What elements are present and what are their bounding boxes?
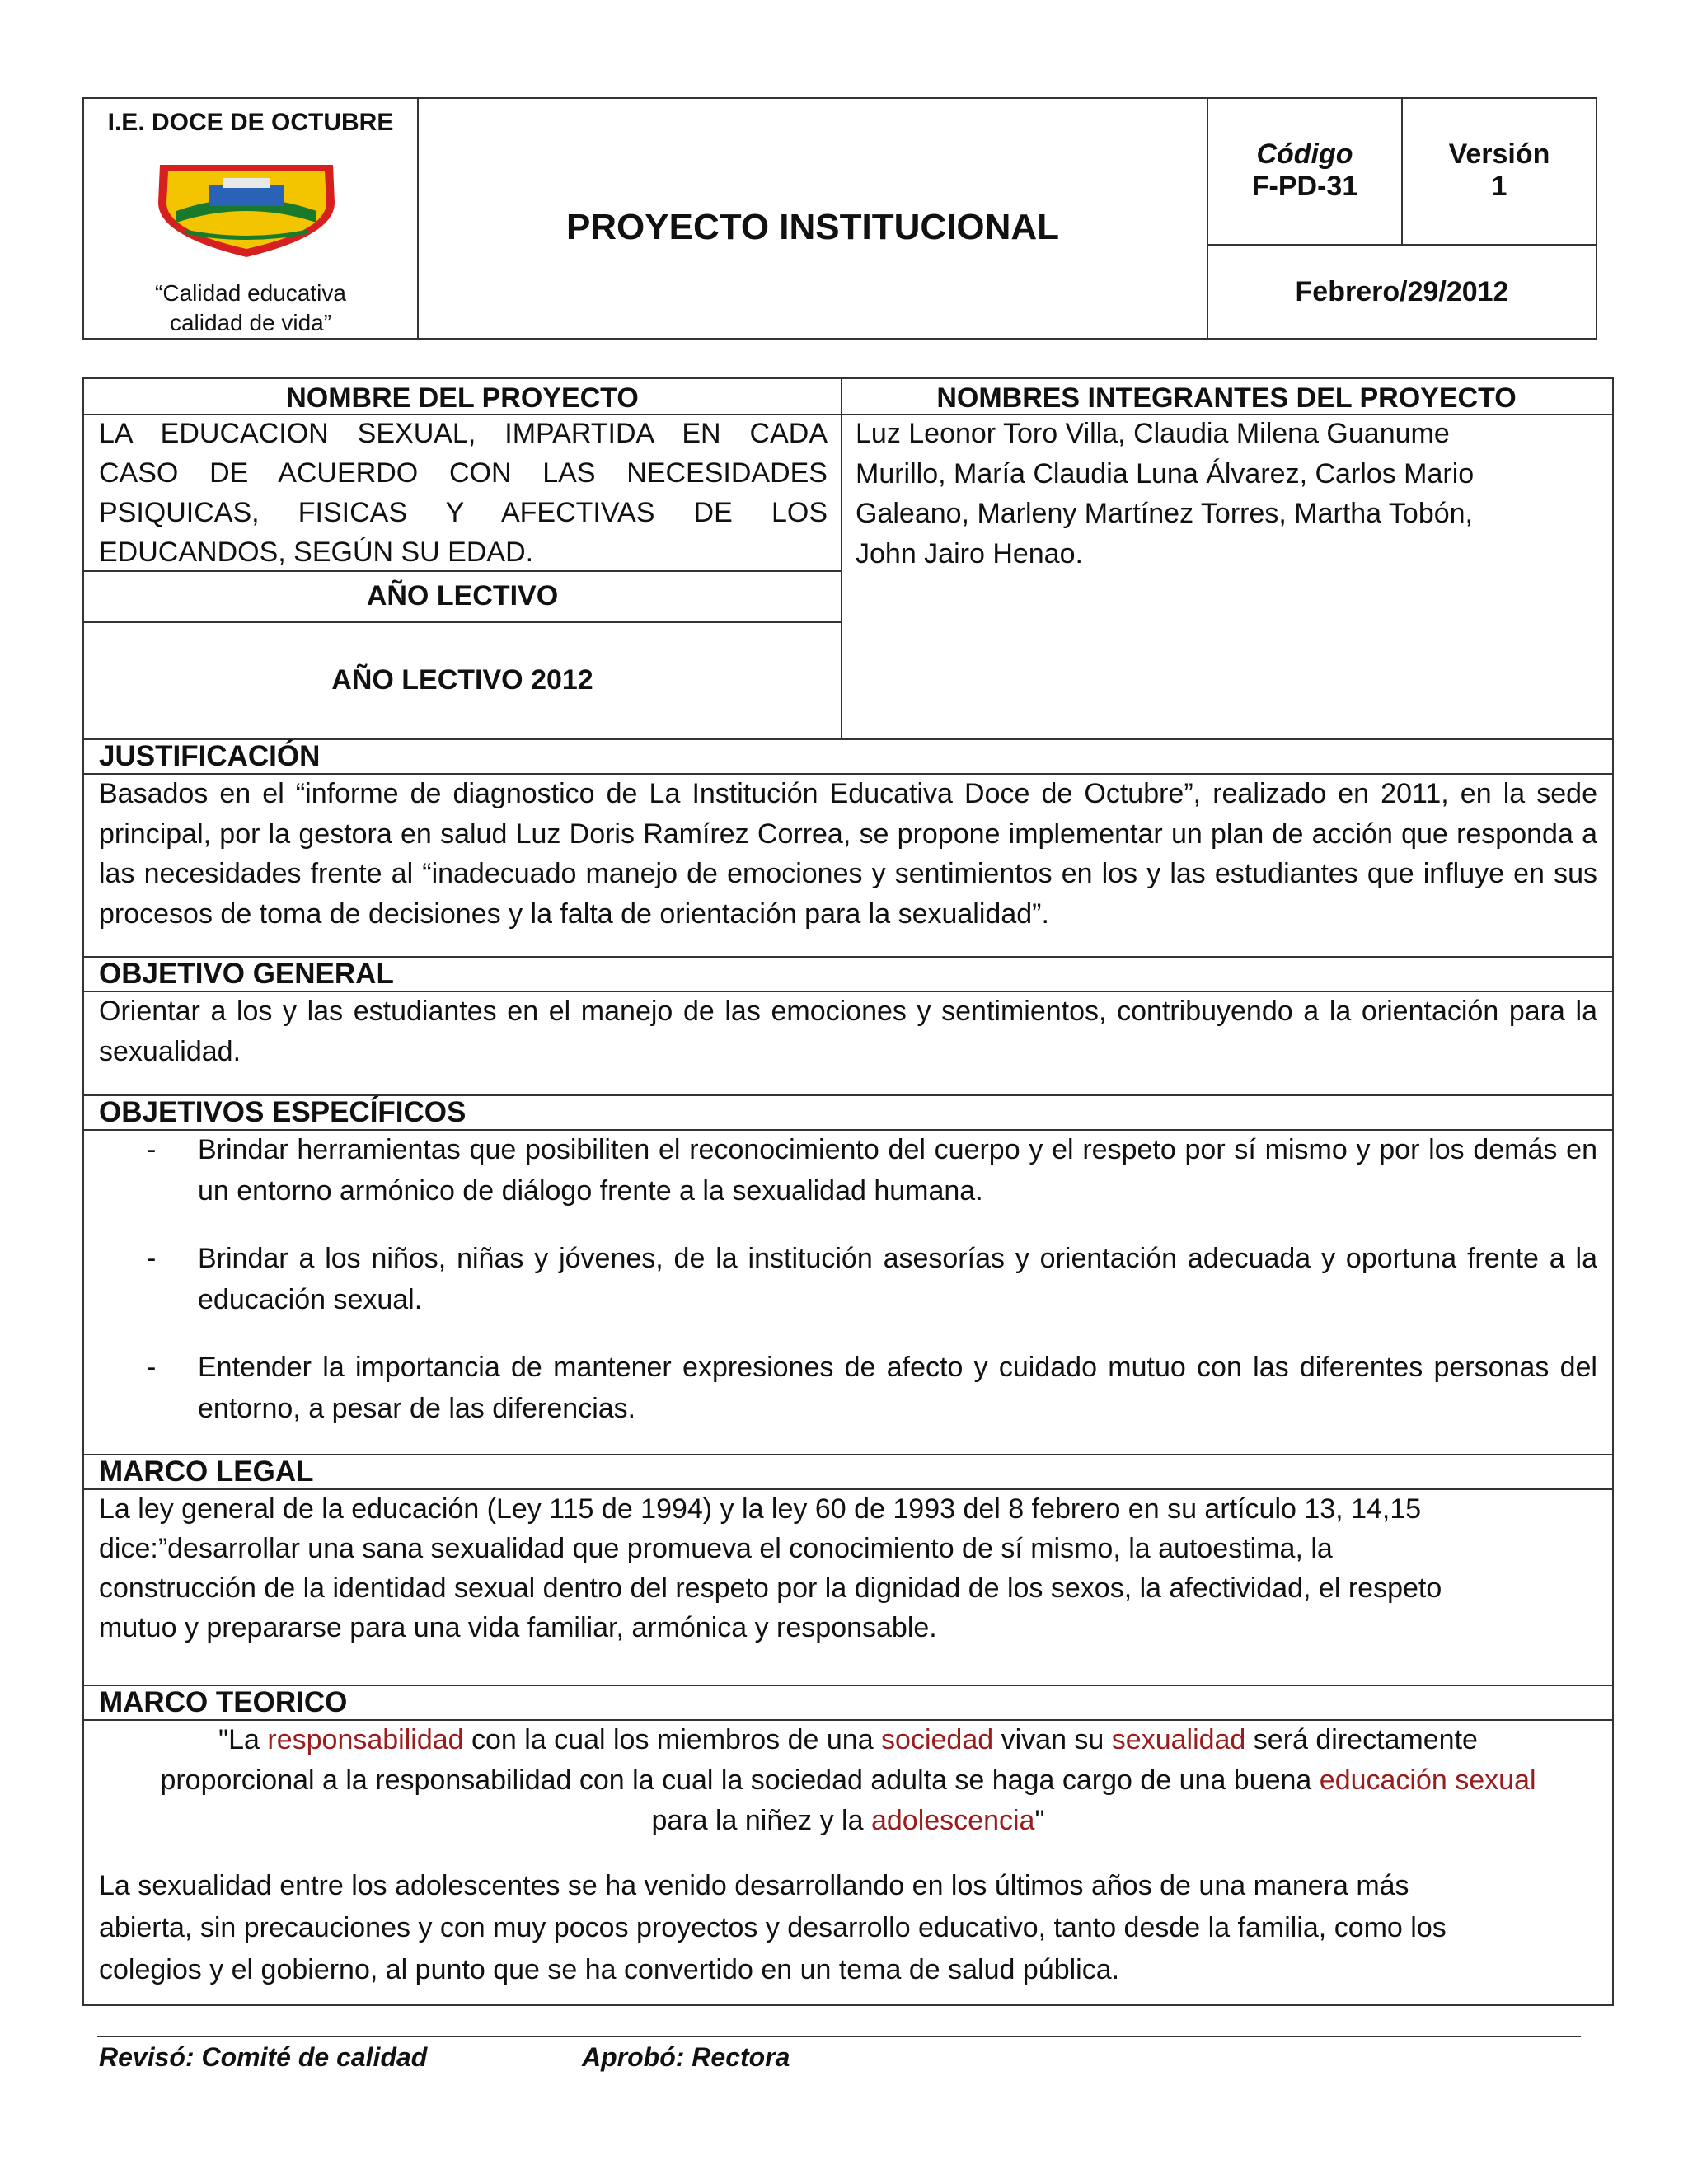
project-name-line-1: LA EDUCACION SEXUAL, IMPARTIDA EN CADA <box>99 418 828 449</box>
quote-text: para la niñez y la <box>651 1805 871 1836</box>
marco-legal-line-4: mutuo y prepararse para una vida familiar, armónica y responsable. <box>99 1612 937 1643</box>
marco-legal-title: MARCO LEGAL <box>99 1455 314 1488</box>
quote-text: con la cual los miembros de una <box>463 1724 882 1755</box>
footer-aprobo: Aprobó: Rectora <box>582 2042 790 2072</box>
project-name-line-4: EDUCANDOS, SEGÚN SU EDAD. <box>99 537 534 568</box>
version-value: 1 <box>1491 171 1507 202</box>
objetivo-especifico-3: Entender la importancia de mantener expresiones de afecto y cuidado mutuo con las diferentes personas del entorno, a pesar de las diferencias. <box>198 1352 1597 1424</box>
project-members-header: NOMBRES INTEGRANTES DEL PROYECTO <box>936 382 1517 414</box>
version-label: Versión <box>1448 138 1550 170</box>
objetivo-especifico-1: Brindar herramientas que posibiliten el reconocimiento del cuerpo y el respeto por sí mismo y por los demás en un entorno armónico de diálogo frente a la sexualidad humana. <box>198 1134 1597 1207</box>
quote-line-1 <box>84 1720 1612 1760</box>
quote-text: " <box>1034 1805 1045 1836</box>
marco-teorico-line-2: abierta, sin precauciones y con muy pocos proyectos y desarrollo educativo, tanto desde la familia, como los <box>99 1912 1447 1943</box>
codigo-label: Código <box>1256 138 1353 170</box>
quote-line-3 <box>84 1801 1612 1841</box>
marco-legal-line-2: dice:”desarrollar una sana sexualidad que promueva el conocimiento de sí mismo, la autoestima, la <box>99 1533 1333 1564</box>
version-box <box>1403 99 1596 246</box>
year-header: AÑO LECTIVO <box>366 580 559 612</box>
codigo-box <box>1208 99 1403 246</box>
project-name-line-3: PSIQUICAS, FISICAS Y AFECTIVAS DE LOS <box>99 497 828 528</box>
objetivo-general-title: OBJETIVO GENERAL <box>99 958 394 990</box>
marco-teorico-title: MARCO TEORICO <box>99 1686 348 1718</box>
justificacion-title: JUSTIFICACIÓN <box>99 740 321 772</box>
project-name-line-2: CASO DE ACUERDO CON LAS NECESIDADES <box>99 457 828 489</box>
header-table <box>82 97 1597 340</box>
title-cell <box>419 99 1208 338</box>
institution-cell <box>84 99 419 338</box>
justificacion-text: Basados en el “informe de diagnostico de La Institución Educativa Doce de Octubre”, realizado en 2011, en la sede principal, por la gestora en salud Luz Doris Ramírez Correa, se propone implementar un plan de acción que responda a las necesidades frente al “inadecuado manejo de emociones y sentimientos en los y las estudiantes que influye en sus procesos de toma de decisiones y la falta de orientación para la sexualidad”. <box>99 778 1597 930</box>
bullet-dash: - <box>147 1352 157 1383</box>
quote-line-2 <box>84 1760 1612 1801</box>
motto-line-1: “Calidad educativa <box>155 280 346 306</box>
project-frame <box>82 377 1614 2006</box>
institution-logo <box>152 153 341 260</box>
quote-text: será directamente <box>1245 1724 1478 1755</box>
marco-legal-line-3: construcción de la identidad sexual dentro del respeto por la dignidad de los sexos, la afectividad, el respeto <box>99 1572 1442 1604</box>
page-title: PROYECTO INSTITUCIONAL <box>565 207 1060 247</box>
institution-motto <box>84 279 417 338</box>
link-sexualidad[interactable]: sexualidad <box>1111 1724 1246 1755</box>
link-sociedad[interactable]: sociedad <box>881 1724 994 1755</box>
quote-text: "La <box>218 1724 268 1755</box>
footer-reviso: Revisó: Comité de calidad <box>99 2042 428 2072</box>
objetivos-especificos-title: OBJETIVOS ESPECÍFICOS <box>99 1096 467 1128</box>
quote-text: vivan su <box>993 1724 1112 1755</box>
link-responsabilidad[interactable]: responsabilidad <box>267 1724 464 1755</box>
bullet-dash: - <box>147 1243 157 1274</box>
marco-teorico-line-1: La sexualidad entre los adolescentes se ha venido desarrollando en los últimos años de una manera más <box>99 1870 1409 1901</box>
objetivo-general-text: Orientar a los y las estudiantes en el manejo de las emociones y sentimientos, contribuyendo a la orientación para la sexualidad. <box>99 996 1597 1067</box>
project-name-header: NOMBRE DEL PROYECTO <box>286 382 639 414</box>
institution-name: I.E. DOCE DE OCTUBRE <box>107 109 394 136</box>
document-date: Febrero/29/2012 <box>1295 275 1509 307</box>
bullet-dash: - <box>147 1134 157 1165</box>
marco-legal-line-1: La ley general de la educación (Ley 115 de 1994) y la ley 60 de 1993 del 8 febrero en su artículo 13, 14,15 <box>99 1493 1422 1525</box>
meta-cell <box>1208 99 1596 338</box>
marco-teorico-line-3: colegios y el gobierno, al punto que se ha convertido en un tema de salud pública. <box>99 1954 1120 1985</box>
motto-line-2: calidad de vida” <box>169 310 332 335</box>
link-adolescencia[interactable]: adolescencia <box>870 1805 1035 1836</box>
year-value: AÑO LECTIVO 2012 <box>331 664 593 696</box>
codigo-value: F-PD-31 <box>1251 171 1358 202</box>
link-educacion-sexual[interactable]: educación sexual <box>1319 1765 1536 1796</box>
footer-divider <box>97 2036 1581 2037</box>
project-members: Luz Leonor Toro Villa, Claudia Milena Guanume Murillo, María Claudia Luna Álvarez, Carlos Mario Galeano, Marleny Martínez Torres, Martha Tobón, John Jairo Henao. <box>856 418 1475 569</box>
objetivo-especifico-2: Brindar a los niños, niñas y jóvenes, de la institución asesorías y orientación adecuada y oportuna frente a la educación sexual. <box>198 1243 1597 1315</box>
quote-text: proporcional a la responsabilidad con la cual la sociedad adulta se haga cargo de una buena <box>160 1765 1320 1796</box>
